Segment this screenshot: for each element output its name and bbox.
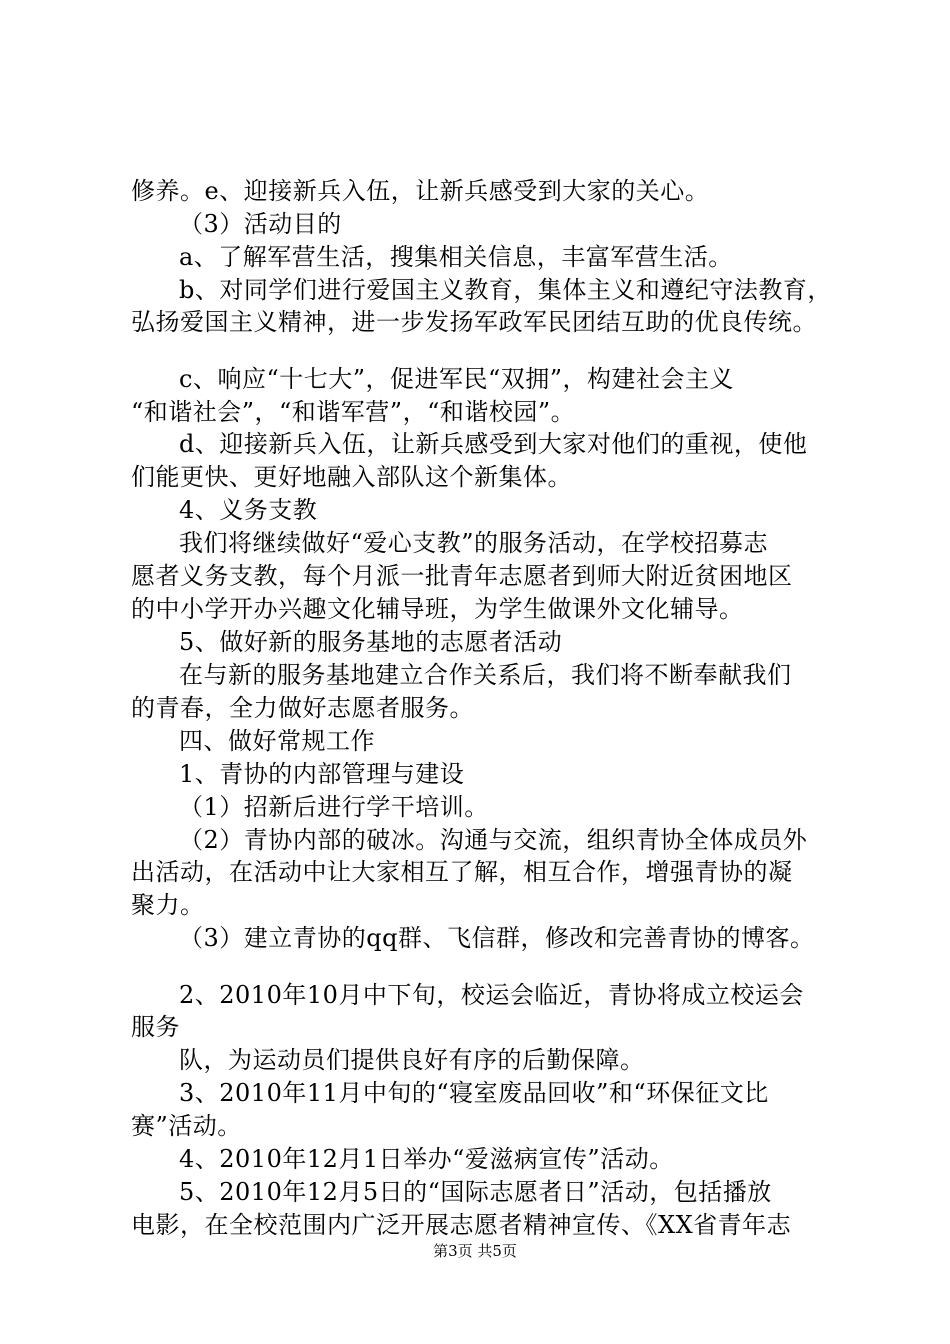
text-line: 2、2010年10月中下旬，校运会临近，青协将成立校运会 [179,981,804,1009]
text-line: 在与新的服务基地建立合作关系后，我们将不断奉献我们 [179,661,792,689]
text-line: （2）青协内部的破冰。沟通与交流，组织青协全体成员外 [179,826,808,854]
text-line: 1、青协的内部管理与建设 [179,760,465,788]
text-line: 出活动，在活动中让大家相互了解，相互合作，增强青协的凝 [131,858,793,886]
text-line: 聚力。 [131,891,205,919]
text-line: 的青春，全力做好志愿者服务。 [131,694,474,722]
text-line: （1）招新后进行学干培训。 [179,793,489,821]
section-heading: 5、做好新的服务基地的志愿者活动 [179,628,563,656]
text-line: 4、2010年12月1日举办“爱滋病宣传”活动。 [179,1145,674,1173]
text-line: 弘扬爱国主义精神，进一步发扬军政军民团结互助的优良传统。 [131,308,817,336]
text-line: “和谐社会”，“和谐军营”，“和谐校园”。 [131,398,576,426]
text-line: 赛”活动。 [131,1112,242,1140]
text-line: 电影，在全校范围内广泛开展志愿者精神宣传、《XX省青年志 [131,1211,792,1239]
section-heading: 4、义务支教 [179,496,318,524]
text-line: 服务 [131,1013,180,1041]
text-line: 们能更快、更好地融入部队这个新集体。 [131,463,572,491]
text-line: 队，为运动员们提供良好有序的后勤保障。 [179,1046,645,1074]
text-line: 我们将继续做好“爱心支教”的服务活动，在学校招募志 [179,529,769,557]
text-line: 3、2010年11月中旬的“寝室废品回收”和“环保征文比 [179,1079,769,1107]
text-line: （3）活动目的 [179,210,342,238]
text-line: 修养。e、迎接新兵入伍，让新兵感受到大家的关心。 [131,177,710,205]
text-line: （3）建立青协的qq群、飞信群，修改和完善青协的博客。 [179,924,815,952]
text-line: c、响应“十七大”，促进军民“双拥”，构建社会主义 [179,365,735,393]
text-line: 愿者义务支教，每个月派一批青年志愿者到师大附近贫困地区 [131,562,793,590]
section-heading: 四、做好常规工作 [179,727,375,755]
text-line: 的中小学开办兴趣文化辅导班，为学生做课外文化辅导。 [131,595,744,623]
text-line: a、了解军营生活，搜集相关信息，丰富军营生活。 [179,243,733,271]
page-footer: 第3页 共5页 [433,1242,517,1260]
text-line: b、对同学们进行爱国主义教育，集体主义和遵纪守法教育， [179,276,832,304]
text-line: d、迎接新兵入伍，让新兵感受到大家对他们的重视，使他 [179,430,808,458]
text-line: 5、2010年12月5日的“国际志愿者日”活动，包括播放 [179,1178,772,1206]
